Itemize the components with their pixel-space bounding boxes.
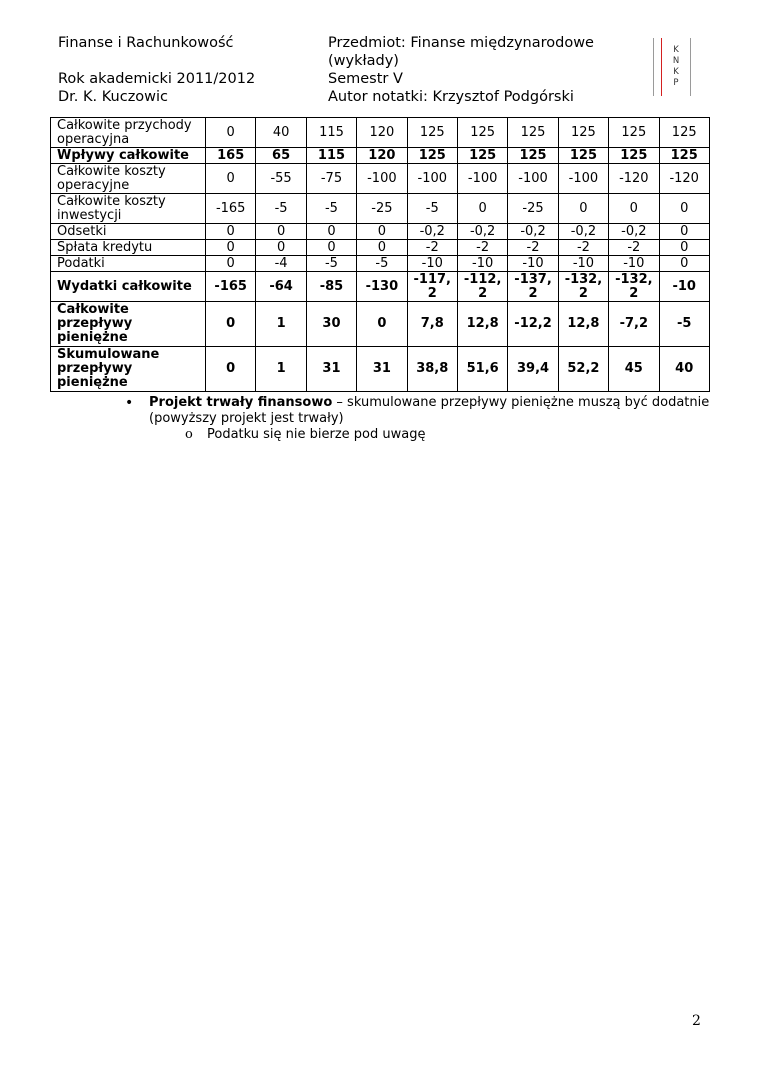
table-cell: -25 [357, 194, 407, 224]
table-cell: 0 [659, 224, 709, 240]
table-cell: -100 [558, 164, 608, 194]
table-cell: 0 [306, 240, 356, 256]
sub-bullet-item [125, 427, 715, 443]
table-cell: 38,8 [407, 347, 457, 392]
row-label: Całkowite koszty operacyjne [51, 164, 206, 194]
table-cell: -0,2 [457, 224, 507, 240]
table-cell: 115 [306, 118, 356, 148]
table-cell: 125 [609, 148, 659, 164]
table-cell: 1 [256, 302, 306, 347]
logo-letter: K [673, 67, 679, 77]
table-cell: -2 [407, 240, 457, 256]
table-cell: 45 [609, 347, 659, 392]
table-row [51, 118, 710, 148]
row-label: Całkowite przychody operacyjna [51, 118, 206, 148]
table-cell: 39,4 [508, 347, 558, 392]
bullet-term: Projekt trwały finansowo [149, 395, 333, 410]
table-cell: -100 [407, 164, 457, 194]
table-cell: 0 [357, 240, 407, 256]
row-label: Wydatki całkowite [51, 272, 206, 302]
table-cell: -10 [407, 256, 457, 272]
table-cell: 0 [609, 194, 659, 224]
table-cell: 40 [256, 118, 306, 148]
table-cell: 0 [659, 240, 709, 256]
table-cell: 31 [357, 347, 407, 392]
table-cell: -55 [256, 164, 306, 194]
table-cell: -10 [659, 272, 709, 302]
header-academic-year: Rok akademicki 2011/2012 [58, 71, 256, 87]
table-cell: -5 [659, 302, 709, 347]
table-cell: 51,6 [457, 347, 507, 392]
table-row [51, 164, 710, 194]
table-cell: 125 [609, 118, 659, 148]
table-cell: -0,2 [558, 224, 608, 240]
table-row [51, 224, 710, 240]
table-row [51, 302, 710, 347]
table-cell: -5 [407, 194, 457, 224]
table-cell: 0 [256, 240, 306, 256]
table-cell: -2 [609, 240, 659, 256]
table-row [51, 272, 710, 302]
table-cell: 0 [256, 224, 306, 240]
header-subject: Przedmiot: Finanse międzynarodowe [328, 35, 594, 51]
header-lecturer: Dr. K. Kuczowic [58, 89, 169, 105]
table-cell: 125 [508, 118, 558, 148]
logo-letter: N [672, 56, 680, 66]
table-cell: -10 [457, 256, 507, 272]
table-cell: 0 [206, 164, 256, 194]
cash-flow-table [50, 117, 710, 392]
table-cell: -117,2 [407, 272, 457, 302]
row-label: Całkowite przepływy pieniężne [51, 302, 206, 347]
row-label: Odsetki [51, 224, 206, 240]
table-cell: -120 [609, 164, 659, 194]
table-cell: 7,8 [407, 302, 457, 347]
table-cell: 165 [206, 148, 256, 164]
logo-letter: K [673, 45, 679, 55]
table-cell: 0 [206, 256, 256, 272]
table-cell: -10 [609, 256, 659, 272]
table-cell: -132,2 [558, 272, 608, 302]
table-cell: -10 [508, 256, 558, 272]
table-cell: 125 [407, 148, 457, 164]
table-cell: 0 [206, 118, 256, 148]
logo-divider-right [690, 38, 691, 96]
table-cell: 1 [256, 347, 306, 392]
table-cell: 52,2 [558, 347, 608, 392]
table-row [51, 347, 710, 392]
header-subject-type: (wykłady) [328, 53, 399, 69]
table-cell: 125 [457, 118, 507, 148]
table-cell: -64 [256, 272, 306, 302]
table-row [51, 194, 710, 224]
table-cell: 0 [206, 224, 256, 240]
bullet-item [125, 395, 715, 427]
table-row [51, 240, 710, 256]
table-cell: -25 [508, 194, 558, 224]
header-left [58, 34, 255, 106]
table-cell: -165 [206, 272, 256, 302]
table-cell: -10 [558, 256, 608, 272]
table-cell: 30 [306, 302, 356, 347]
sub-bullet-text: Podatku się nie bierze pod uwagę [207, 427, 426, 442]
row-label: Wpływy całkowite [51, 148, 206, 164]
page-number: 2 [692, 1013, 701, 1029]
table-cell: -2 [508, 240, 558, 256]
table-cell: 0 [659, 256, 709, 272]
table-cell: 125 [558, 148, 608, 164]
table-cell: -137,2 [508, 272, 558, 302]
header-right [328, 34, 594, 106]
table-cell: 125 [407, 118, 457, 148]
table-cell: 0 [457, 194, 507, 224]
table-cell: -112,2 [457, 272, 507, 302]
bullet-definition: – skumulowane przepływy pieniężne muszą być dodatnie (powyższy projekt jest trwały) [149, 395, 710, 426]
table-cell: 125 [659, 148, 709, 164]
table-cell: 12,8 [457, 302, 507, 347]
table-cell: -5 [256, 194, 306, 224]
header-spacer [58, 52, 255, 70]
table-cell: 12,8 [558, 302, 608, 347]
table-cell: -5 [306, 194, 356, 224]
table-cell: 125 [558, 118, 608, 148]
table-cell: -120 [659, 164, 709, 194]
table-cell: -75 [306, 164, 356, 194]
table-cell: 0 [558, 194, 608, 224]
table-row [51, 256, 710, 272]
table-cell: 0 [357, 224, 407, 240]
table-cell: 125 [508, 148, 558, 164]
table-cell: -2 [457, 240, 507, 256]
sub-bullet-icon: o [185, 427, 193, 442]
logo-letter: P [673, 78, 679, 88]
table-cell: -4 [256, 256, 306, 272]
table-cell: 0 [306, 224, 356, 240]
notes-section [125, 395, 715, 443]
table-cell: 120 [357, 148, 407, 164]
logo-divider-left [653, 38, 654, 96]
table-cell: -0,2 [609, 224, 659, 240]
table-cell: 120 [357, 118, 407, 148]
table-cell: -12,2 [508, 302, 558, 347]
table-cell: 125 [659, 118, 709, 148]
header-semester: Semestr V [328, 71, 403, 87]
table-cell: -130 [357, 272, 407, 302]
header-field-of-study: Finanse i Rachunkowość [58, 35, 234, 51]
table-cell: 125 [457, 148, 507, 164]
table-cell: -7,2 [609, 302, 659, 347]
table-cell: -5 [357, 256, 407, 272]
row-label: Całkowite koszty inwestycji [51, 194, 206, 224]
table-cell: -100 [508, 164, 558, 194]
bullet-icon: • [125, 395, 134, 411]
table-cell: 0 [206, 302, 256, 347]
table-cell: 0 [659, 194, 709, 224]
table-cell: 65 [256, 148, 306, 164]
table-cell: -132,2 [609, 272, 659, 302]
table-cell: 0 [206, 347, 256, 392]
table-cell: -85 [306, 272, 356, 302]
table-cell: 31 [306, 347, 356, 392]
row-label: Podatki [51, 256, 206, 272]
table-cell: -100 [357, 164, 407, 194]
row-label: Spłata kredytu [51, 240, 206, 256]
table-cell: 40 [659, 347, 709, 392]
knkp-logo [671, 45, 681, 89]
table-cell: 0 [206, 240, 256, 256]
table-cell: 115 [306, 148, 356, 164]
table-cell: -0,2 [407, 224, 457, 240]
logo-accent-line [661, 38, 662, 96]
row-label: Skumulowane przepływy pieniężne [51, 347, 206, 392]
table-cell: -100 [457, 164, 507, 194]
table-row [51, 148, 710, 164]
table-cell: -5 [306, 256, 356, 272]
table-cell: 0 [357, 302, 407, 347]
table-cell: -165 [206, 194, 256, 224]
table-cell: -2 [558, 240, 608, 256]
header-note-author: Autor notatki: Krzysztof Podgórski [328, 89, 574, 105]
table-cell: -0,2 [508, 224, 558, 240]
